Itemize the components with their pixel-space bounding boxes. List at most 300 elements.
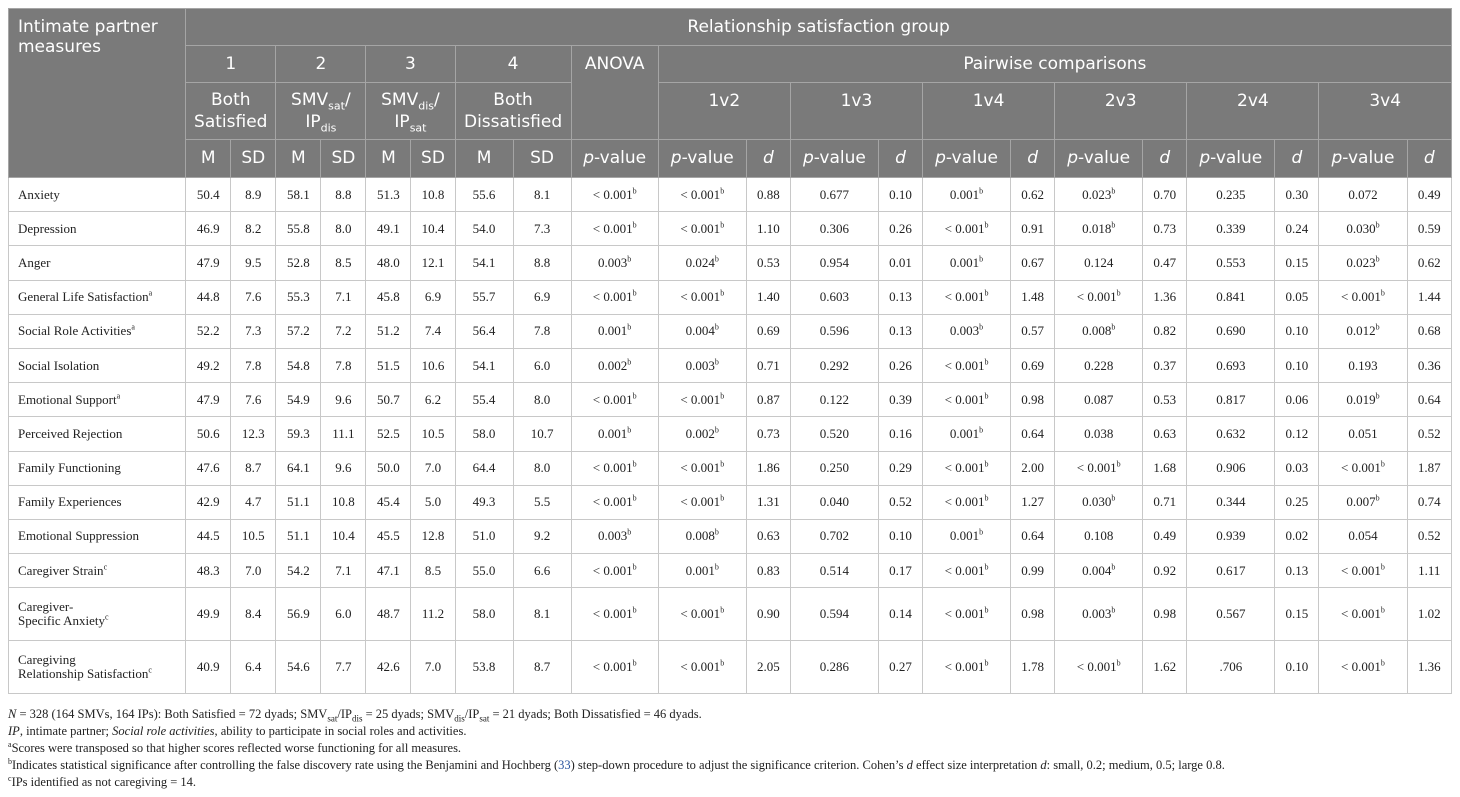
effect-size-cell: 0.26 xyxy=(878,348,922,382)
effect-size-cell: 0.69 xyxy=(1011,348,1055,382)
p-value-header: p-value xyxy=(1187,140,1275,178)
mean-cell: 48.0 xyxy=(366,246,411,280)
p-value-cell: 0.108 xyxy=(1055,519,1143,553)
table-row xyxy=(9,246,1452,280)
effect-size-cell: 0.83 xyxy=(746,554,790,588)
sd-cell: 8.5 xyxy=(321,246,366,280)
effect-size-cell: 0.91 xyxy=(1011,212,1055,246)
mean-cell: 51.5 xyxy=(366,348,411,382)
mean-cell: 49.3 xyxy=(455,485,513,519)
p-value-cell: 0.596 xyxy=(790,314,878,348)
sd-cell: 12.1 xyxy=(411,246,455,280)
effect-size-cell: 0.17 xyxy=(878,554,922,588)
anova-p-cell: 0.001$^b$ xyxy=(571,417,658,451)
measure-label: Anxiety xyxy=(9,178,186,212)
sd-cell: 8.7 xyxy=(231,451,276,485)
p-value-cell: 0.124 xyxy=(1055,246,1143,280)
mean-cell: 50.0 xyxy=(366,451,411,485)
effect-size-cell: 0.99 xyxy=(1011,554,1055,588)
mean-cell: 48.7 xyxy=(366,588,411,641)
sd-header: SD xyxy=(513,140,571,178)
anova-p-cell: < 0.001$^b$ xyxy=(571,280,658,314)
sd-cell: 7.2 xyxy=(321,314,366,348)
sd-cell: 10.4 xyxy=(411,212,455,246)
group-2-name: $SMV_{sat}/$ $IP_{dis}$ xyxy=(276,83,366,140)
sd-cell: 10.5 xyxy=(411,417,455,451)
effect-size-cell: 1.44 xyxy=(1407,280,1451,314)
p-value-cell: < 0.001$^b$ xyxy=(658,588,746,641)
anova-p-cell: < 0.001$^b$ xyxy=(571,588,658,641)
p-value-cell: 0.939 xyxy=(1187,519,1275,553)
effect-size-cell: 0.10 xyxy=(1275,314,1319,348)
table-row xyxy=(9,554,1452,588)
p-value-cell: 0.004$^b$ xyxy=(1055,554,1143,588)
sd-cell: 7.0 xyxy=(411,641,455,694)
effect-size-cell: 1.11 xyxy=(1407,554,1451,588)
effect-size-cell: 0.88 xyxy=(746,178,790,212)
table-row xyxy=(9,280,1452,314)
sd-cell: 6.4 xyxy=(231,641,276,694)
sd-cell: 10.7 xyxy=(513,417,571,451)
effect-size-cell: 0.10 xyxy=(878,519,922,553)
effect-size-cell: 0.01 xyxy=(878,246,922,280)
effect-size-cell: 1.68 xyxy=(1143,451,1187,485)
mean-cell: 54.2 xyxy=(276,554,321,588)
mean-cell: 50.6 xyxy=(186,417,231,451)
p-value-cell: < 0.001$^b$ xyxy=(923,348,1011,382)
mean-cell: 58.1 xyxy=(276,178,321,212)
anova-p-cell: < 0.001$^b$ xyxy=(571,554,658,588)
effect-size-cell: 0.24 xyxy=(1275,212,1319,246)
effect-size-cell: 0.52 xyxy=(1407,519,1451,553)
effect-size-cell: 0.30 xyxy=(1275,178,1319,212)
sd-cell: 7.3 xyxy=(513,212,571,246)
p-value-cell: < 0.001$^b$ xyxy=(658,280,746,314)
p-value-cell: 0.954 xyxy=(790,246,878,280)
mean-cell: 56.4 xyxy=(455,314,513,348)
table-row xyxy=(9,417,1452,451)
effect-size-cell: 0.10 xyxy=(1275,348,1319,382)
mean-cell: 59.3 xyxy=(276,417,321,451)
p-value-header: p-value xyxy=(658,140,746,178)
sd-header: SD xyxy=(411,140,455,178)
note-abbreviations: IP, intimate partner; Social role activities, ability to participate in social roles and activities. xyxy=(8,724,467,738)
measures-header: Intimate partner measures xyxy=(9,9,186,178)
p-value-cell: 0.023$^b$ xyxy=(1319,246,1407,280)
mean-cell: 51.0 xyxy=(455,519,513,553)
p-value-cell: 0.024$^b$ xyxy=(658,246,746,280)
effect-size-cell: 0.87 xyxy=(746,383,790,417)
p-value-cell: 0.012$^b$ xyxy=(1319,314,1407,348)
effect-size-cell: 0.47 xyxy=(1143,246,1187,280)
p-value-cell: < 0.001$^b$ xyxy=(923,383,1011,417)
effect-size-cell: 0.13 xyxy=(878,314,922,348)
effect-size-cell: 2.05 xyxy=(746,641,790,694)
p-value-cell: 0.008$^b$ xyxy=(1055,314,1143,348)
sd-cell: 9.6 xyxy=(321,383,366,417)
mean-header: M xyxy=(276,140,321,178)
effect-size-cell: 0.62 xyxy=(1011,178,1055,212)
effect-size-cell: 0.06 xyxy=(1275,383,1319,417)
sd-cell: 10.5 xyxy=(231,519,276,553)
mean-cell: 58.0 xyxy=(455,588,513,641)
sd-cell: 7.3 xyxy=(231,314,276,348)
sd-cell: 11.2 xyxy=(411,588,455,641)
sd-cell: 8.2 xyxy=(231,212,276,246)
p-value-cell: 0.072 xyxy=(1319,178,1407,212)
group-1-name: Both Satisfied xyxy=(186,83,276,140)
sd-cell: 7.0 xyxy=(411,451,455,485)
sd-cell: 10.8 xyxy=(411,178,455,212)
note-c: $^c$IPs identified as not caregiving = 14. xyxy=(8,773,197,789)
sd-cell: 12.3 xyxy=(231,417,276,451)
effect-size-cell: 0.69 xyxy=(746,314,790,348)
p-value-cell: 0.339 xyxy=(1187,212,1275,246)
mean-cell: 47.1 xyxy=(366,554,411,588)
p-value-cell: 0.286 xyxy=(790,641,878,694)
measure-label: Caregiver Strain$^c$ xyxy=(9,554,186,588)
effect-size-cell: 0.37 xyxy=(1143,348,1187,382)
sd-cell: 5.0 xyxy=(411,485,455,519)
p-value-cell: 0.235 xyxy=(1187,178,1275,212)
p-value-cell: < 0.001$^b$ xyxy=(658,485,746,519)
results-table xyxy=(8,8,1452,694)
sd-cell: 7.8 xyxy=(321,348,366,382)
effect-size-cell: 0.49 xyxy=(1407,178,1451,212)
p-value-cell: .706 xyxy=(1187,641,1275,694)
effect-size-cell: 0.90 xyxy=(746,588,790,641)
p-value-cell: 0.677 xyxy=(790,178,878,212)
mean-cell: 58.0 xyxy=(455,417,513,451)
effect-size-header: d xyxy=(1143,140,1187,178)
comparison-2v3: 2v3 xyxy=(1055,83,1187,140)
mean-cell: 64.4 xyxy=(455,451,513,485)
effect-size-cell: 0.64 xyxy=(1011,519,1055,553)
effect-size-cell: 0.73 xyxy=(746,417,790,451)
mean-cell: 54.8 xyxy=(276,348,321,382)
p-value-cell: < 0.001$^b$ xyxy=(658,641,746,694)
sd-cell: 8.8 xyxy=(321,178,366,212)
effect-size-cell: 1.36 xyxy=(1143,280,1187,314)
p-value-cell: 0.003$^b$ xyxy=(923,314,1011,348)
sd-cell: 8.0 xyxy=(513,383,571,417)
measure-label: Emotional Support$^a$ xyxy=(9,383,186,417)
p-value-header: p-value xyxy=(1055,140,1143,178)
note-sample-size: N = 328 (164 SMVs, 164 IPs): Both Satisfied = 72 dyads; $SMV_{sat}/IP_{dis} = 25$ dyads; $SMV_{dis}/IP_{sat} = 21$ dyads; Both Dissatisfied = 46 dyads. xyxy=(8,707,702,724)
anova-p-cell: 0.003$^b$ xyxy=(571,246,658,280)
mean-cell: 48.3 xyxy=(186,554,231,588)
anova-p-cell: < 0.001$^b$ xyxy=(571,383,658,417)
sd-cell: 6.9 xyxy=(411,280,455,314)
mean-cell: 54.6 xyxy=(276,641,321,694)
citation-link[interactable]: 33 xyxy=(558,758,571,772)
sd-cell: 7.7 xyxy=(321,641,366,694)
anova-p-cell: 0.003$^b$ xyxy=(571,519,658,553)
sd-cell: 8.1 xyxy=(513,588,571,641)
p-value-cell: 0.001$^b$ xyxy=(658,554,746,588)
p-value-cell: 0.702 xyxy=(790,519,878,553)
p-value-cell: < 0.001$^b$ xyxy=(1055,641,1143,694)
sd-cell: 8.5 xyxy=(411,554,455,588)
effect-size-cell: 0.29 xyxy=(878,451,922,485)
mean-cell: 55.7 xyxy=(455,280,513,314)
sd-cell: 7.8 xyxy=(231,348,276,382)
mean-cell: 46.9 xyxy=(186,212,231,246)
p-value-cell: 0.594 xyxy=(790,588,878,641)
effect-size-header: d xyxy=(746,140,790,178)
effect-size-cell: 0.14 xyxy=(878,588,922,641)
sd-cell: 8.0 xyxy=(513,451,571,485)
p-value-cell: 0.841 xyxy=(1187,280,1275,314)
sd-cell: 8.4 xyxy=(231,588,276,641)
mean-cell: 53.8 xyxy=(455,641,513,694)
sd-cell: 12.8 xyxy=(411,519,455,553)
effect-size-cell: 0.49 xyxy=(1143,519,1187,553)
effect-size-cell: 0.03 xyxy=(1275,451,1319,485)
p-value-cell: 0.054 xyxy=(1319,519,1407,553)
table-row xyxy=(9,348,1452,382)
effect-size-header: d xyxy=(878,140,922,178)
mean-cell: 55.0 xyxy=(455,554,513,588)
p-value-cell: 0.087 xyxy=(1055,383,1143,417)
mean-cell: 45.5 xyxy=(366,519,411,553)
effect-size-cell: 0.13 xyxy=(878,280,922,314)
sd-cell: 8.1 xyxy=(513,178,571,212)
comparison-3v4: 3v4 xyxy=(1319,83,1452,140)
p-value-cell: 0.003$^b$ xyxy=(1055,588,1143,641)
effect-size-cell: 0.71 xyxy=(1143,485,1187,519)
sd-header: SD xyxy=(321,140,366,178)
pairwise-header: Pairwise comparisons xyxy=(658,46,1451,83)
table-row xyxy=(9,451,1452,485)
mean-cell: 45.4 xyxy=(366,485,411,519)
sd-cell: 6.6 xyxy=(513,554,571,588)
mean-header: M xyxy=(366,140,411,178)
p-value-cell: 0.018$^b$ xyxy=(1055,212,1143,246)
mean-cell: 55.4 xyxy=(455,383,513,417)
measure-label: Caregiver- Specific Anxiety$^c$ xyxy=(9,588,186,641)
effect-size-cell: 1.02 xyxy=(1407,588,1451,641)
effect-size-cell: 0.82 xyxy=(1143,314,1187,348)
note-b: $^b$Indicates statistical significance after controlling the false discovery rate using the Benjamini and Hochberg (33) step-down procedure to adjust the significance criterion. Cohen’s d effect size interpretation d: small, 0.2; medium, 0.5; large 0.8. xyxy=(8,756,1225,772)
effect-size-cell: 0.26 xyxy=(878,212,922,246)
effect-size-cell: 1.48 xyxy=(1011,280,1055,314)
effect-size-cell: 0.64 xyxy=(1407,383,1451,417)
mean-cell: 44.5 xyxy=(186,519,231,553)
p-value-cell: 0.514 xyxy=(790,554,878,588)
group-title-header: Relationship satisfaction group xyxy=(186,9,1452,46)
group-3-name: $SMV_{dis}/$ $IP_{sat}$ xyxy=(366,83,455,140)
effect-size-cell: 1.62 xyxy=(1143,641,1187,694)
p-value-cell: 0.617 xyxy=(1187,554,1275,588)
measure-label: Perceived Rejection xyxy=(9,417,186,451)
effect-size-cell: 1.10 xyxy=(746,212,790,246)
note-a: $^a$Scores were transposed so that higher scores reflected worse functioning for all measures. xyxy=(8,739,462,755)
table-footnotes xyxy=(8,706,1452,791)
mean-cell: 51.3 xyxy=(366,178,411,212)
measure-label: Anger xyxy=(9,246,186,280)
effect-size-header: d xyxy=(1275,140,1319,178)
effect-size-cell: 0.15 xyxy=(1275,588,1319,641)
table-row xyxy=(9,641,1452,694)
table-row xyxy=(9,519,1452,553)
p-value-cell: 0.001$^b$ xyxy=(923,519,1011,553)
table-row xyxy=(9,212,1452,246)
table-row xyxy=(9,485,1452,519)
effect-size-cell: 0.64 xyxy=(1011,417,1055,451)
effect-size-cell: 0.92 xyxy=(1143,554,1187,588)
effect-size-cell: 0.10 xyxy=(1275,641,1319,694)
p-value-cell: 0.193 xyxy=(1319,348,1407,382)
effect-size-cell: 0.59 xyxy=(1407,212,1451,246)
anova-p-cell: 0.002$^b$ xyxy=(571,348,658,382)
effect-size-cell: 0.02 xyxy=(1275,519,1319,553)
p-value-cell: 0.567 xyxy=(1187,588,1275,641)
table-row xyxy=(9,588,1452,641)
mean-cell: 51.1 xyxy=(276,519,321,553)
sd-cell: 7.6 xyxy=(231,383,276,417)
effect-size-cell: 0.53 xyxy=(746,246,790,280)
p-value-cell: 0.906 xyxy=(1187,451,1275,485)
effect-size-cell: 0.25 xyxy=(1275,485,1319,519)
p-value-cell: 0.344 xyxy=(1187,485,1275,519)
group-2-number: 2 xyxy=(276,46,366,83)
effect-size-cell: 1.27 xyxy=(1011,485,1055,519)
sd-cell: 11.1 xyxy=(321,417,366,451)
anova-p-cell: < 0.001$^b$ xyxy=(571,178,658,212)
table-row xyxy=(9,178,1452,212)
p-value-cell: < 0.001$^b$ xyxy=(1319,554,1407,588)
p-value-cell: < 0.001$^b$ xyxy=(923,554,1011,588)
effect-size-cell: 1.36 xyxy=(1407,641,1451,694)
effect-size-cell: 0.12 xyxy=(1275,417,1319,451)
p-value-cell: 0.008$^b$ xyxy=(658,519,746,553)
effect-size-cell: 0.98 xyxy=(1143,588,1187,641)
effect-size-cell: 0.36 xyxy=(1407,348,1451,382)
p-value-cell: < 0.001$^b$ xyxy=(923,641,1011,694)
effect-size-cell: 0.62 xyxy=(1407,246,1451,280)
comparison-2v4: 2v4 xyxy=(1187,83,1319,140)
p-value-cell: 0.690 xyxy=(1187,314,1275,348)
effect-size-cell: 0.13 xyxy=(1275,554,1319,588)
effect-size-cell: 1.78 xyxy=(1011,641,1055,694)
effect-size-cell: 1.87 xyxy=(1407,451,1451,485)
effect-size-cell: 0.98 xyxy=(1011,383,1055,417)
mean-cell: 64.1 xyxy=(276,451,321,485)
p-value-cell: 0.001$^b$ xyxy=(923,178,1011,212)
measure-label: Family Experiences xyxy=(9,485,186,519)
mean-cell: 47.9 xyxy=(186,383,231,417)
sd-cell: 9.5 xyxy=(231,246,276,280)
p-value-cell: 0.001$^b$ xyxy=(923,417,1011,451)
sd-cell: 8.8 xyxy=(513,246,571,280)
sd-cell: 10.4 xyxy=(321,519,366,553)
mean-cell: 52.8 xyxy=(276,246,321,280)
mean-cell: 51.2 xyxy=(366,314,411,348)
table-body xyxy=(9,178,1452,694)
p-value-cell: 0.603 xyxy=(790,280,878,314)
mean-cell: 45.8 xyxy=(366,280,411,314)
p-value-cell: 0.693 xyxy=(1187,348,1275,382)
group-4-name: Both Dissatisfied xyxy=(455,83,571,140)
sd-cell: 8.9 xyxy=(231,178,276,212)
sd-cell: 7.4 xyxy=(411,314,455,348)
measure-label: General Life Satisfaction$^a$ xyxy=(9,280,186,314)
mean-cell: 50.4 xyxy=(186,178,231,212)
p-value-cell: 0.002$^b$ xyxy=(658,417,746,451)
p-value-cell: 0.040 xyxy=(790,485,878,519)
measure-label: Family Functioning xyxy=(9,451,186,485)
p-value-cell: 0.030$^b$ xyxy=(1319,212,1407,246)
measure-label: Emotional Suppression xyxy=(9,519,186,553)
effect-size-cell: 0.74 xyxy=(1407,485,1451,519)
p-value-cell: < 0.001$^b$ xyxy=(1055,280,1143,314)
sd-cell: 7.1 xyxy=(321,554,366,588)
sd-cell: 9.6 xyxy=(321,451,366,485)
sd-cell: 4.7 xyxy=(231,485,276,519)
mean-cell: 40.9 xyxy=(186,641,231,694)
anova-p-cell: < 0.001$^b$ xyxy=(571,641,658,694)
measure-label: Social Isolation xyxy=(9,348,186,382)
mean-cell: 49.1 xyxy=(366,212,411,246)
effect-size-cell: 0.15 xyxy=(1275,246,1319,280)
p-value-header: p-value xyxy=(790,140,878,178)
p-value-cell: 0.553 xyxy=(1187,246,1275,280)
p-value-cell: 0.292 xyxy=(790,348,878,382)
effect-size-cell: 0.63 xyxy=(746,519,790,553)
sd-cell: 10.8 xyxy=(321,485,366,519)
effect-size-cell: 0.67 xyxy=(1011,246,1055,280)
effect-size-cell: 0.73 xyxy=(1143,212,1187,246)
sd-cell: 7.8 xyxy=(513,314,571,348)
table-row xyxy=(9,383,1452,417)
effect-size-cell: 0.70 xyxy=(1143,178,1187,212)
p-value-cell: 0.122 xyxy=(790,383,878,417)
p-value-cell: < 0.001$^b$ xyxy=(1319,280,1407,314)
p-value-header: p-value xyxy=(923,140,1011,178)
mean-cell: 42.9 xyxy=(186,485,231,519)
sd-cell: 5.5 xyxy=(513,485,571,519)
measure-label: Depression xyxy=(9,212,186,246)
mean-cell: 56.9 xyxy=(276,588,321,641)
effect-size-cell: 0.68 xyxy=(1407,314,1451,348)
anova-p-cell: < 0.001$^b$ xyxy=(571,485,658,519)
effect-size-cell: 0.52 xyxy=(1407,417,1451,451)
mean-cell: 49.9 xyxy=(186,588,231,641)
comparison-1v2: 1v2 xyxy=(658,83,790,140)
p-value-header: p-value xyxy=(1319,140,1407,178)
mean-cell: 54.9 xyxy=(276,383,321,417)
mean-cell: 55.8 xyxy=(276,212,321,246)
stat-subheader-row xyxy=(9,140,1452,178)
mean-cell: 54.1 xyxy=(455,348,513,382)
p-value-cell: 0.004$^b$ xyxy=(658,314,746,348)
sd-cell: 7.6 xyxy=(231,280,276,314)
mean-cell: 54.1 xyxy=(455,246,513,280)
comparison-1v3: 1v3 xyxy=(790,83,922,140)
p-value-cell: < 0.001$^b$ xyxy=(658,451,746,485)
comparison-1v4: 1v4 xyxy=(923,83,1055,140)
effect-size-cell: 1.86 xyxy=(746,451,790,485)
p-value-cell: 0.001$^b$ xyxy=(923,246,1011,280)
p-value-cell: < 0.001$^b$ xyxy=(923,451,1011,485)
effect-size-cell: 0.39 xyxy=(878,383,922,417)
mean-header: M xyxy=(455,140,513,178)
p-value-cell: 0.019$^b$ xyxy=(1319,383,1407,417)
table-row xyxy=(9,314,1452,348)
mean-cell: 51.1 xyxy=(276,485,321,519)
anova-header: ANOVA xyxy=(571,46,658,140)
